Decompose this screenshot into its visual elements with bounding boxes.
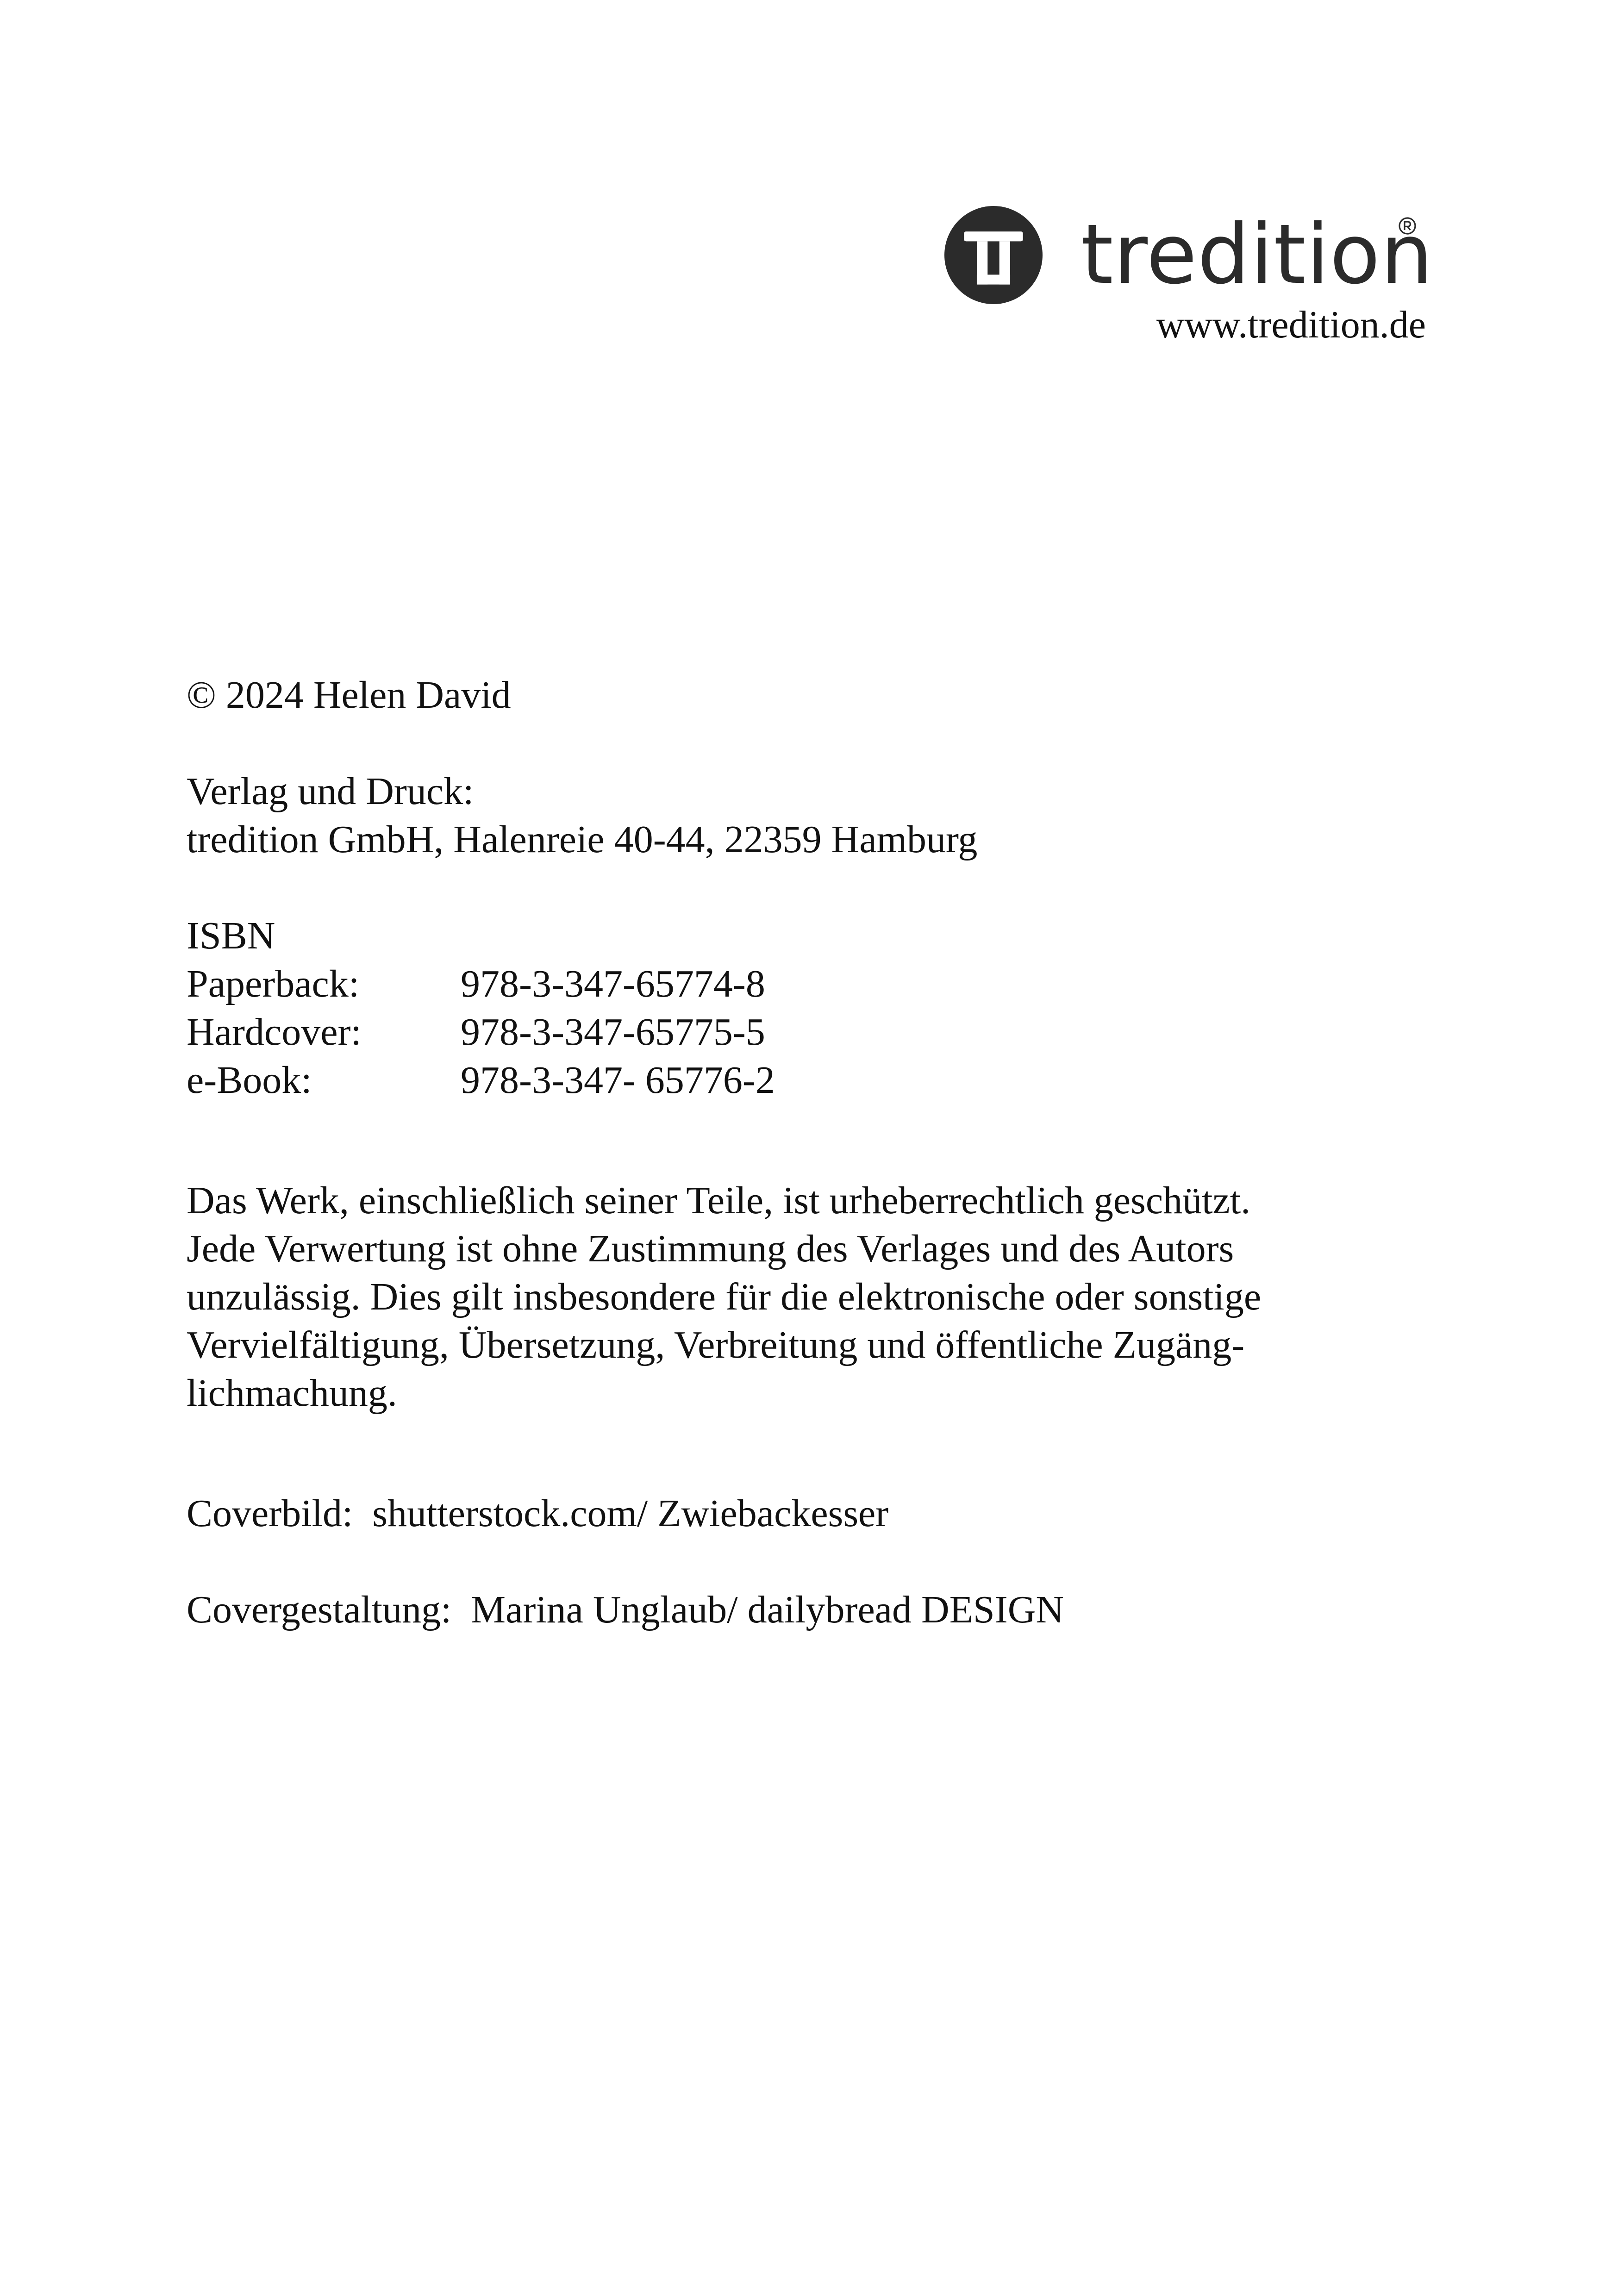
isbn-row: [187, 1008, 1437, 1056]
imprint-text: [187, 671, 1437, 1634]
copyright-line: © 2024 Helen David: [187, 674, 511, 717]
notice-line: Das Werk, einschließlich seiner Teile, ist urheberrechtlich geschützt.: [187, 1179, 1251, 1222]
isbn-value: 978-3-347-65774-8: [461, 962, 765, 1005]
brand-name: tredition: [1081, 206, 1433, 302]
notice-line: unzulässig. Dies gilt insbesondere für die elektronische oder sonstige: [187, 1275, 1262, 1318]
isbn-label: Hardcover:: [187, 1010, 362, 1054]
notice-line: Vervielfältigung, Übersetzung, Verbreitung und öffentliche Zugäng-: [187, 1323, 1245, 1366]
registered-icon: [1398, 217, 1417, 235]
isbn-value: 978-3-347-65775-5: [461, 1010, 765, 1054]
cover-design-value: Marina Unglaub/ dailybread DESIGN: [471, 1588, 1064, 1631]
cover-image-label: Coverbild:: [187, 1492, 353, 1535]
copyright-notice: [187, 1177, 1437, 1417]
isbn-row: [187, 1056, 1437, 1104]
publisher-label: Verlag und Druck:: [187, 770, 474, 813]
isbn-row: [187, 960, 1437, 1008]
isbn-label: e-Book:: [187, 1059, 312, 1102]
cover-image-credit: [187, 1490, 1437, 1538]
publisher-logo: [944, 199, 1433, 352]
tredition-logo-icon: [944, 206, 1043, 304]
notice-line: lichmachung.: [187, 1372, 397, 1415]
isbn-label: Paperback:: [187, 962, 360, 1005]
cover-design-label: Covergestaltung:: [187, 1588, 452, 1631]
cover-image-value: shutterstock.com/ Zwiebackesser: [372, 1492, 889, 1535]
notice-line: Jede Verwertung ist ohne Zustimmung des Verlages und des Autors: [187, 1227, 1234, 1270]
publisher-url[interactable]: www.tredition.de: [1156, 303, 1426, 346]
isbn-value: 978-3-347- 65776-2: [461, 1059, 775, 1102]
isbn-heading: ISBN: [187, 914, 275, 957]
publisher-address: tredition GmbH, Halenreie 40-44, 22359 Hamburg: [187, 818, 978, 861]
cover-design-credit: [187, 1586, 1437, 1634]
